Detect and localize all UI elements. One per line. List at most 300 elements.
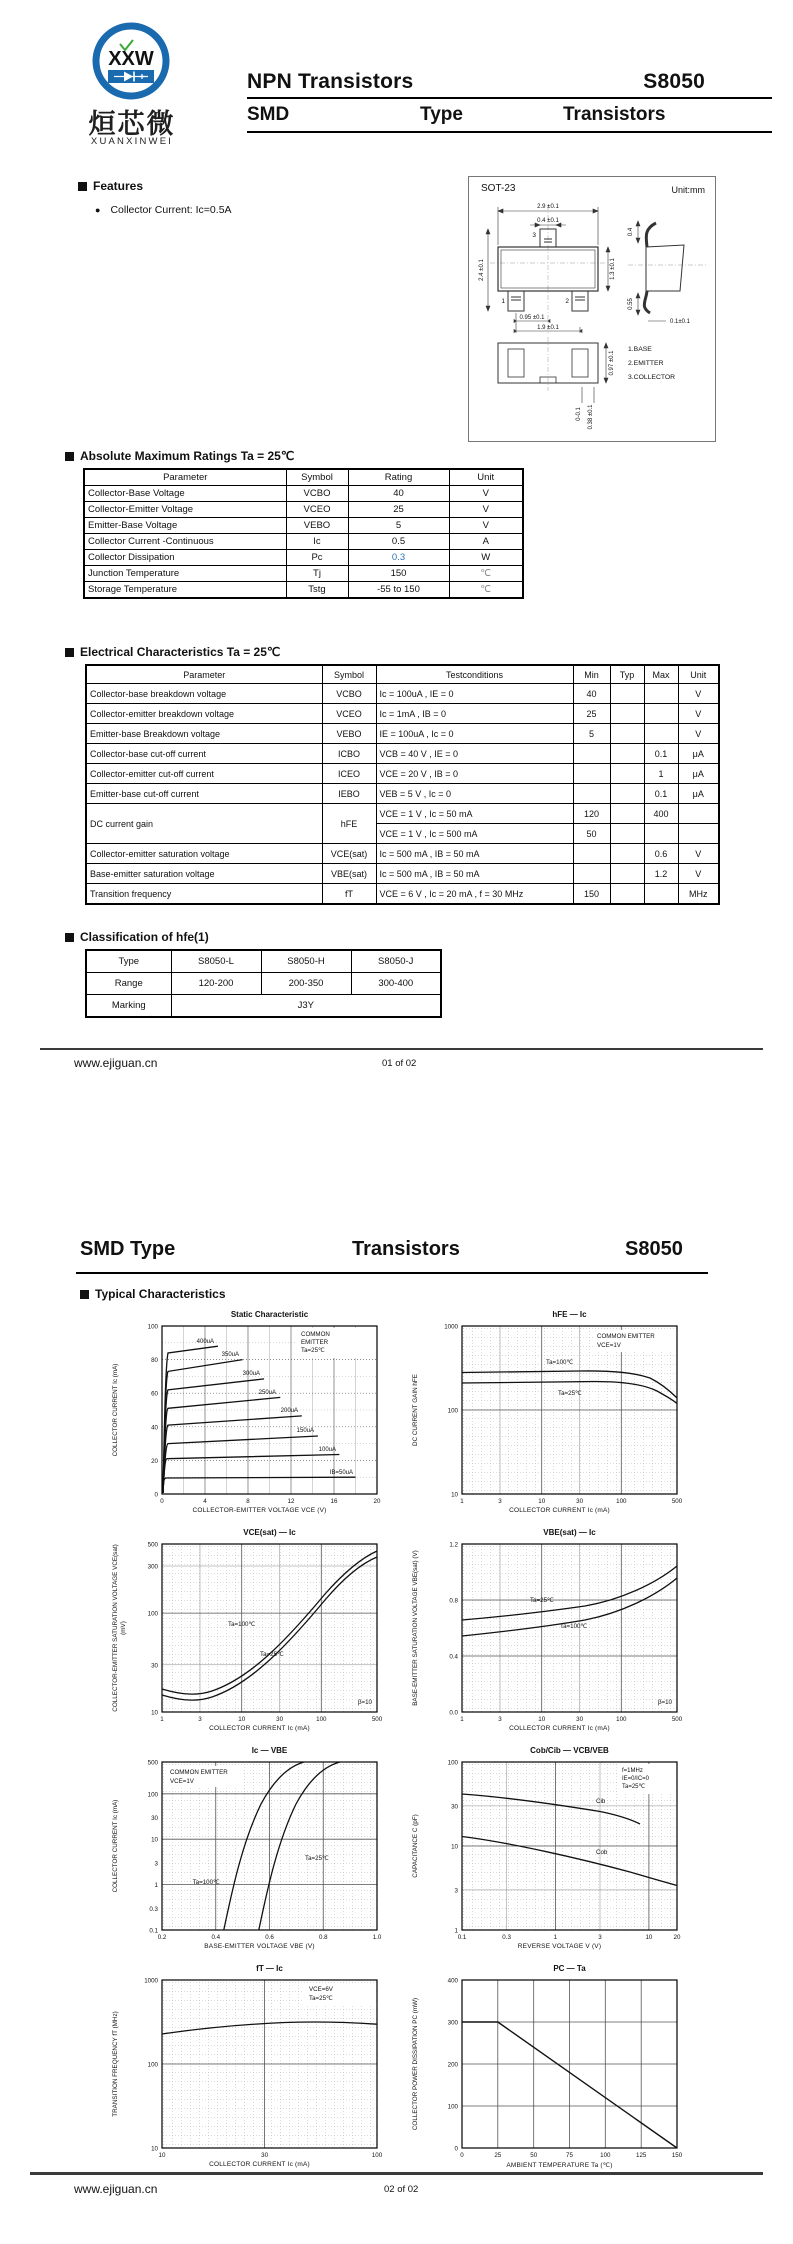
tick-label: 30: [151, 1815, 158, 1822]
cell: μA: [678, 764, 719, 784]
square-bullet-icon: [80, 1290, 89, 1299]
cell: VCBO: [286, 486, 348, 502]
cell: 1: [644, 764, 678, 784]
elec-table: [85, 664, 720, 905]
dim-label: 0.97 ±0.1: [609, 350, 615, 376]
chart-title: hFE — Ic: [552, 1310, 587, 1319]
table-header-row: [84, 469, 523, 486]
tick-label: 10: [645, 1934, 653, 1941]
cell: 5: [573, 724, 610, 744]
tick-label: 100: [147, 1323, 158, 1331]
cell: hFE: [322, 804, 376, 844]
cell: -55 to 150: [348, 582, 449, 599]
abs-max-table-wrap: [83, 468, 524, 599]
company-name-en: XUANXINWEI: [90, 136, 174, 147]
tick-label: 100: [316, 1716, 327, 1723]
cell: V: [678, 864, 719, 884]
table-row: [84, 502, 523, 518]
features-heading-label: Features: [93, 179, 144, 193]
tick-label: 20: [151, 1457, 158, 1465]
chart-ic-vbe: [100, 1746, 420, 1964]
y-axis-label: COLLECTOR CURRENT Ic (mA): [112, 1363, 119, 1457]
feature-item-label: Collector Current: Ic=0.5A: [110, 204, 232, 216]
cell: [644, 724, 678, 744]
cell: ℃: [449, 582, 523, 599]
tick-label: 30: [576, 1498, 584, 1505]
cell: 40: [573, 684, 610, 704]
cell: Range: [86, 973, 171, 995]
tick-label: 4: [203, 1498, 207, 1505]
tick-label: 200: [447, 2061, 458, 2069]
square-bullet-icon: [65, 933, 74, 942]
chart-title: Ic — VBE: [251, 1746, 288, 1755]
col-header: Typ: [610, 665, 644, 684]
y-axis-label: TRANSITION FREQUENCY fT (MHz): [112, 2011, 119, 2117]
grid-major: [462, 1980, 677, 2148]
elec-table-wrap: [85, 664, 720, 905]
elec-heading-label: Electrical Characteristics Ta = 25℃: [80, 645, 281, 659]
table-row: [86, 864, 719, 884]
tick-label: 3: [498, 1498, 502, 1505]
cell: 40: [348, 486, 449, 502]
dim-label: 0-0.1: [576, 407, 582, 421]
annotation: β=10: [657, 1699, 672, 1706]
curve-ib-300ua: [163, 1379, 264, 1493]
footer-page-number: 01 of 02: [382, 1058, 417, 1069]
annotation: EMITTER: [301, 1339, 329, 1346]
curve-label: Ta=100℃: [228, 1621, 256, 1628]
tick-label: 1.2: [449, 1541, 458, 1549]
cell: [610, 844, 644, 864]
y-axis-label: CAPACITANCE C (pF): [412, 1814, 419, 1878]
front-dimension-labels: [479, 204, 616, 331]
cell: IE = 100uA , Ic = 0: [376, 724, 573, 744]
tick-label: 40: [151, 1424, 158, 1432]
cell: μA: [678, 744, 719, 764]
dim-label: 2.9 ±0.1: [537, 204, 559, 210]
pin-legend-collector: 3.COLLECTOR: [628, 374, 676, 381]
typical-characteristics-heading: [80, 1287, 226, 1301]
curve-label: Ta=25℃: [558, 1390, 582, 1397]
cell: 0.5: [348, 534, 449, 550]
cell: Collector-base cut-off current: [86, 744, 322, 764]
y-axis-label: DC CURRENT GAIN hFE: [412, 1374, 419, 1446]
tick-label: 0.8: [449, 1597, 458, 1605]
tick-label: 0.3: [502, 1934, 511, 1941]
chart-svg: [400, 1746, 720, 1964]
dim-label: 2.4 ±0.1: [479, 259, 485, 281]
package-name: SOT-23: [481, 183, 516, 194]
tick-label: 0.0: [449, 1709, 458, 1717]
annotation: VCE=1V: [170, 1778, 194, 1785]
cell: Collector-emitter breakdown voltage: [86, 704, 322, 724]
tick-label: 25: [494, 2152, 502, 2159]
side-view: [628, 221, 708, 321]
tick-label: 0.1: [149, 1927, 158, 1935]
abs-max-table: [83, 468, 524, 599]
cell: [610, 724, 644, 744]
cell: [610, 744, 644, 764]
footer-site: www.ejiguan.cn: [74, 1056, 158, 1070]
cell: VEB = 5 V , Ic = 0: [376, 784, 573, 804]
tick-label: 100: [616, 1498, 627, 1505]
dim-label: 0.95 ±0.1: [519, 315, 545, 321]
cell: Ic = 500 mA , IB = 50 mA: [376, 864, 573, 884]
package-drawing: [470, 199, 714, 439]
cell: fT: [322, 884, 376, 905]
cell: Emitter-base cut-off current: [86, 784, 322, 804]
tick-label: 100: [371, 2152, 383, 2159]
tick-label: 100: [447, 1407, 458, 1415]
chart-vbesat-ic: [400, 1528, 720, 1746]
cell: V: [678, 724, 719, 744]
classification-heading-label: Classification of hfe(1): [80, 930, 209, 944]
cell: VCE = 1 V , Ic = 500 mA: [376, 824, 573, 844]
curve-label: Ta=25℃: [305, 1855, 329, 1862]
y-axis-label: COLLECTOR-EMITTER SATURATION VOLTAGE VCE(sat) (mV): [112, 1544, 127, 1712]
tick-label: 30: [151, 1662, 158, 1670]
x-axis-label: COLLECTOR CURRENT Ic (mA): [209, 1725, 310, 1732]
cell: Base-emitter saturation voltage: [86, 864, 322, 884]
cell: ICBO: [322, 744, 376, 764]
tick-label: 75: [566, 2152, 573, 2159]
table-row: [86, 744, 719, 764]
table-row: [84, 518, 523, 534]
cell: [573, 764, 610, 784]
page2-header-left: SMD Type: [80, 1238, 176, 1260]
subtitle-smd: SMD: [247, 104, 290, 125]
chart-hfe-ic: [400, 1310, 720, 1528]
cell: [610, 684, 644, 704]
tick-label: 0.4: [211, 1934, 221, 1941]
cell: μA: [678, 784, 719, 804]
subtitle-transistors: Transistors: [563, 104, 666, 125]
col-header: Max: [644, 665, 678, 684]
table-row: [86, 973, 441, 995]
cell: VCEO: [322, 704, 376, 724]
tick-label: 1: [553, 1934, 558, 1941]
tick-label: 500: [671, 1498, 683, 1505]
tick-label: 10: [158, 2152, 166, 2159]
chart-title: VBE(sat) — Ic: [543, 1528, 596, 1537]
cell: V: [449, 518, 523, 534]
x-axis-label: COLLECTOR CURRENT Ic (mA): [509, 1725, 610, 1732]
x-axis-label: COLLECTOR CURRENT Ic (mA): [509, 1507, 610, 1514]
cell: 400: [644, 804, 678, 824]
col-header: Testconditions: [376, 665, 573, 684]
curve-label: Ta=25℃: [260, 1651, 284, 1658]
cell: 120-200: [171, 973, 261, 995]
cell: [678, 804, 719, 824]
cell: 150: [348, 566, 449, 582]
dim-label: 0.38 ±0.1: [588, 404, 594, 430]
chart-cob-cib: [400, 1746, 720, 1964]
cell: 25: [348, 502, 449, 518]
doc-title: NPN Transistors: [247, 70, 414, 93]
tick-label: 0: [160, 1498, 164, 1505]
tick-label: 1: [154, 1882, 158, 1890]
pin-legend-base: 1.BASE: [628, 346, 652, 353]
cell: 5: [348, 518, 449, 534]
table-row: [86, 884, 719, 905]
cell: [610, 884, 644, 905]
tick-label: 100: [147, 1791, 158, 1799]
cell: Collector Current -Continuous: [84, 534, 286, 550]
curve-label: 200uA: [280, 1408, 298, 1414]
curve-ib-350ua: [163, 1360, 243, 1493]
company-logo: [90, 20, 172, 104]
col-header: Parameter: [84, 469, 286, 486]
cell: ℃: [449, 566, 523, 582]
x-axis-label: COLLECTOR-EMITTER VOLTAGE VCE (V): [192, 1507, 327, 1514]
cell: [610, 784, 644, 804]
table-row: [84, 486, 523, 502]
classification-heading: [65, 930, 209, 944]
cell: DC current gain: [86, 804, 322, 844]
cell: ICEO: [322, 764, 376, 784]
dim-label: 1.3 ±0.1: [610, 258, 616, 280]
cell: V: [678, 684, 719, 704]
cell: MHz: [678, 884, 719, 905]
tick-label: 10: [538, 1716, 546, 1723]
chart-title: Cob/Cib — VCB/VEB: [530, 1746, 609, 1755]
cell: V: [449, 502, 523, 518]
table-row: [86, 950, 441, 973]
cell: Type: [86, 950, 171, 973]
cell: 25: [573, 704, 610, 724]
cell: [573, 844, 610, 864]
chart-title: fT — Ic: [256, 1964, 283, 1973]
tick-label: 400: [447, 1977, 458, 1985]
chart-svg: [400, 1964, 720, 2182]
curves: [163, 1346, 356, 1493]
table-row: [86, 764, 719, 784]
tick-label: 100: [447, 2103, 458, 2111]
cell: Tj: [286, 566, 348, 582]
y-axis-label: COLLECTOR CURRENT Ic (mA): [112, 1799, 119, 1893]
col-header: Unit: [678, 665, 719, 684]
cell: J3Y: [171, 995, 441, 1018]
page2-header-rule: [76, 1272, 708, 1274]
cell: VCE = 1 V , Ic = 50 mA: [376, 804, 573, 824]
cell: 0.3: [348, 550, 449, 566]
tick-label: 20: [373, 1498, 381, 1505]
cell: 200-350: [261, 973, 351, 995]
table-header-row: [86, 665, 719, 684]
table-row: [86, 704, 719, 724]
annotation: f=1MHz: [622, 1768, 643, 1774]
front-view: [490, 205, 606, 335]
table-row: [84, 550, 523, 566]
cell: VCEO: [286, 502, 348, 518]
col-header: Unit: [449, 469, 523, 486]
title-rule-1: [247, 97, 772, 99]
cell: V: [678, 704, 719, 724]
col-header: Parameter: [86, 665, 322, 684]
pin-legend-emitter: 2.EMITTER: [628, 360, 664, 367]
cell: 50: [573, 824, 610, 844]
pin-number: 2: [565, 298, 569, 305]
cell: 150: [573, 884, 610, 905]
tick-label: 8: [246, 1498, 250, 1505]
curve-label: 100uA: [318, 1447, 336, 1453]
tick-label: 10: [538, 1498, 546, 1505]
tick-label: 10: [451, 1843, 458, 1851]
curve-label: Ta=100℃: [192, 1879, 220, 1886]
feature-item: [95, 204, 232, 216]
curve-label: 150uA: [296, 1428, 314, 1434]
chart-title: VCE(sat) — Ic: [243, 1528, 296, 1537]
cell: VEBO: [322, 724, 376, 744]
table-row: [84, 582, 523, 599]
curve-ib-50ua: [163, 1477, 356, 1493]
tick-label: 1: [454, 1927, 458, 1935]
cell: VCB = 40 V , IE = 0: [376, 744, 573, 764]
x-axis-label: AMBIENT TEMPERATURE Ta (℃): [506, 2162, 613, 2169]
curve-ib-150ua: [163, 1436, 318, 1493]
cell: [644, 884, 678, 905]
tick-label: 0.1: [457, 1934, 467, 1941]
tick-label: 0.3: [149, 1905, 158, 1913]
footer-rule-1: [40, 1048, 763, 1050]
cell: S8050-H: [261, 950, 351, 973]
table-row: [86, 995, 441, 1018]
curve-label: 250uA: [258, 1390, 276, 1396]
x-axis-label: REVERSE VOLTAGE V (V): [517, 1943, 602, 1950]
annotation: COMMON: [301, 1331, 330, 1338]
annotation: Ta=25℃: [301, 1347, 325, 1354]
cell: [573, 744, 610, 764]
square-bullet-icon: [78, 182, 87, 191]
dim-label: 0.1±0.1: [670, 319, 690, 325]
cell: [678, 824, 719, 844]
tick-label: 100: [147, 2061, 158, 2069]
cell: Collector-emitter cut-off current: [86, 764, 322, 784]
cell: [610, 864, 644, 884]
cell: [610, 764, 644, 784]
tick-label: 100: [147, 1610, 158, 1618]
tick-label: 50: [530, 2152, 538, 2159]
table-row: [84, 566, 523, 582]
footer-rule-2: [30, 2172, 763, 2175]
annotation: Ta=25℃: [309, 1995, 333, 2002]
footer-page-number: 02 of 02: [384, 2184, 419, 2195]
pin-number: 3: [532, 232, 536, 239]
annotation: COMMON EMITTER: [597, 1333, 655, 1340]
tick-label: 10: [451, 1491, 458, 1499]
chart-title: PC — Ta: [553, 1964, 586, 1973]
curve-label: Ta=100℃: [546, 1359, 574, 1366]
cell: 0.1: [644, 784, 678, 804]
dim-label: 1.9 ±0.1: [537, 325, 559, 331]
table-row: [84, 534, 523, 550]
annotation: COMMON EMITTER: [170, 1769, 228, 1776]
chart-svg: [400, 1310, 720, 1528]
tick-label: 80: [151, 1357, 158, 1365]
cell: 0.6: [644, 844, 678, 864]
tick-label: 300: [147, 1563, 158, 1571]
dim-label: 0.4: [628, 227, 634, 237]
tick-label: 100: [616, 1716, 627, 1723]
cell: VCE(sat): [322, 844, 376, 864]
annotation: β=10: [357, 1699, 372, 1706]
part-number: S8050: [643, 70, 705, 93]
chart-static-characteristic: [100, 1310, 420, 1528]
chart-pc-ta: [400, 1964, 720, 2182]
typical-characteristics-label: Typical Characteristics: [95, 1287, 226, 1301]
tick-label: 0: [154, 1491, 158, 1499]
elec-heading: [65, 645, 280, 659]
col-header: Min: [573, 665, 610, 684]
tick-label: 3: [598, 1934, 602, 1941]
cell: VCBO: [322, 684, 376, 704]
features-heading: [78, 179, 143, 193]
cell: 0.1: [644, 744, 678, 764]
tick-label: 20: [673, 1934, 681, 1941]
cell: [644, 704, 678, 724]
cell: [610, 804, 644, 824]
tick-label: 10: [238, 1716, 246, 1723]
cell: VCE = 6 V , Ic = 20 mA , f = 30 MHz: [376, 884, 573, 905]
tick-label: 500: [147, 1759, 158, 1767]
cell: Tstg: [286, 582, 348, 599]
curve-label: Cib: [596, 1798, 606, 1805]
cell: Ic = 1mA , IB = 0: [376, 704, 573, 724]
tick-label: 3: [454, 1887, 458, 1895]
cell: V: [449, 486, 523, 502]
y-axis-label: BASE-EMITTER SATURATION VOLTAGE VBE(sat) (V): [412, 1550, 419, 1706]
classification-table-wrap: [85, 949, 442, 1018]
cell: [610, 824, 644, 844]
tick-label: 300: [447, 2019, 458, 2027]
tick-label: 0.8: [318, 1934, 328, 1941]
tick-label: 10: [151, 2145, 158, 2153]
cell: Pc: [286, 550, 348, 566]
tick-label: 0.4: [449, 1653, 458, 1661]
cell: Ic: [286, 534, 348, 550]
cell: Ic = 500 mA , IB = 50 mA: [376, 844, 573, 864]
tick-label: 30: [276, 1716, 284, 1723]
tick-label: 30: [261, 2152, 269, 2159]
chart-svg: [100, 1964, 420, 2182]
cell: S8050-L: [171, 950, 261, 973]
logo-text: XXW: [108, 48, 154, 70]
curve-label: Ta=100℃: [560, 1623, 588, 1630]
cell: Collector-Base Voltage: [84, 486, 286, 502]
chart-vcesat-ic: [100, 1528, 420, 1746]
tick-label: 12: [287, 1498, 295, 1505]
cell: 300-400: [351, 973, 441, 995]
annotation: IE=0/IC=0: [622, 1776, 650, 1782]
chart-svg: [100, 1310, 420, 1528]
footer-site: www.ejiguan.cn: [74, 2182, 158, 2196]
cell: V: [678, 844, 719, 864]
classification-table: [85, 949, 442, 1018]
tick-label: 0.2: [157, 1934, 167, 1941]
cell: A: [449, 534, 523, 550]
y-axis-label: COLLECTOR POWER DISSIPATION PC (mW): [412, 1997, 419, 2131]
chart-title: Static Characteristic: [230, 1310, 309, 1319]
table-row: [86, 684, 719, 704]
cell: Collector-emitter saturation voltage: [86, 844, 322, 864]
cell: [573, 864, 610, 884]
cell: 1.2: [644, 864, 678, 884]
annotation: Ta=25℃: [622, 1784, 646, 1790]
tick-label: 10: [151, 1709, 158, 1717]
cell: S8050-J: [351, 950, 441, 973]
cell: Transition frequency: [86, 884, 322, 905]
curve-ib-250ua: [163, 1397, 280, 1493]
